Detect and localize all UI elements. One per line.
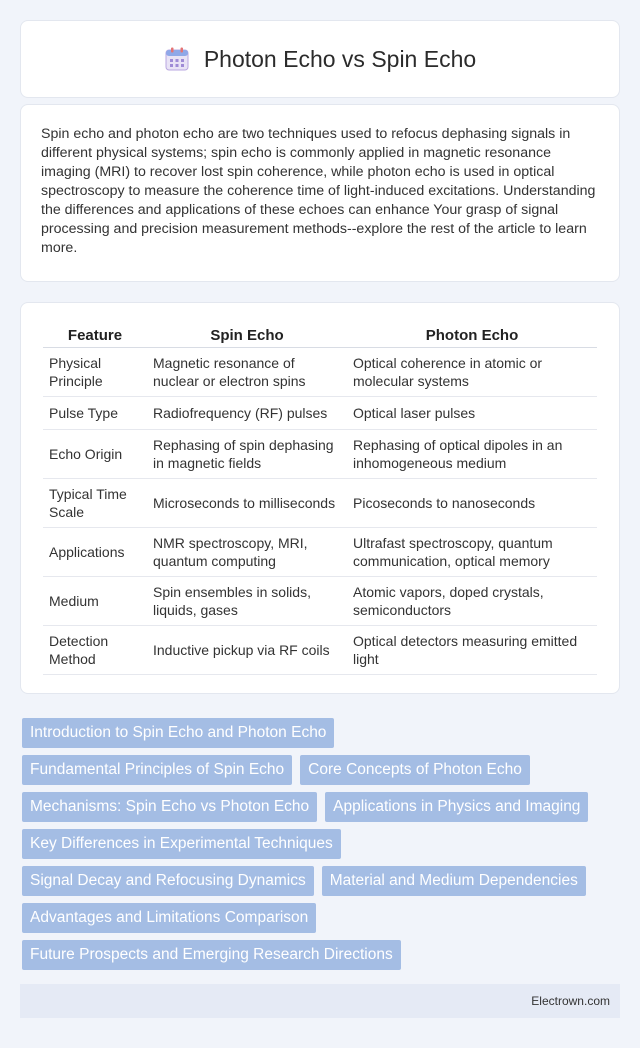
table-cell: Magnetic resonance of nuclear or electron spins bbox=[147, 348, 347, 397]
table-row bbox=[43, 397, 597, 430]
title-card bbox=[20, 20, 620, 98]
table-cell: Inductive pickup via RF coils bbox=[147, 626, 347, 675]
table-cell: Optical coherence in atomic or molecular systems bbox=[347, 348, 597, 397]
page-title: Photon Echo vs Spin Echo bbox=[203, 45, 477, 72]
intro-text: Spin echo and photon echo are two techniques used to refocus dephasing signals in different physical systems; spin echo is commonly applied in magnetic resonance imaging (MRI) to recover lost spin coherence, while photon echo is used in optical spectroscopy to measure the coherence time of light-induced excitations. Understanding the differences and applications of these echoes can enhance Your grasp of signal processing and precision measurement methods--explore the rest of the article to learn more. bbox=[41, 126, 596, 256]
table-row bbox=[43, 577, 597, 626]
comparison-table-card bbox=[20, 302, 620, 694]
table-cell: Detection Method bbox=[43, 626, 147, 675]
tag-link[interactable]: Material and Medium Dependencies bbox=[322, 866, 586, 896]
table-row bbox=[43, 430, 597, 479]
table-cell: Microseconds to milliseconds bbox=[147, 479, 347, 528]
tag-link[interactable]: Future Prospects and Emerging Research Directions bbox=[22, 940, 401, 970]
footer bbox=[20, 984, 620, 1018]
tag-link[interactable]: Key Differences in Experimental Techniques bbox=[22, 829, 341, 859]
header-photon-echo: Photon Echo bbox=[347, 323, 597, 348]
table-cell: Spin ensembles in solids, liquids, gases bbox=[147, 577, 347, 626]
footer-site[interactable]: Electrown.com bbox=[531, 994, 610, 1008]
table-cell: Ultrafast spectroscopy, quantum communication, optical memory bbox=[347, 528, 597, 577]
tag-link[interactable]: Signal Decay and Refocusing Dynamics bbox=[22, 866, 314, 896]
table-cell: Optical detectors measuring emitted light bbox=[347, 626, 597, 675]
table-cell: Atomic vapors, doped crystals, semiconductors bbox=[347, 577, 597, 626]
intro-card bbox=[20, 104, 620, 282]
table-cell: Pulse Type bbox=[43, 397, 147, 430]
table-cell: Rephasing of spin dephasing in magnetic fields bbox=[147, 430, 347, 479]
table-row bbox=[43, 626, 597, 675]
table-cell: Echo Origin bbox=[43, 430, 147, 479]
header-spin-echo: Spin Echo bbox=[147, 323, 347, 348]
tag-link[interactable]: Fundamental Principles of Spin Echo bbox=[22, 755, 292, 785]
topic-tags bbox=[22, 718, 622, 977]
tag-link[interactable]: Advantages and Limitations Comparison bbox=[22, 903, 316, 933]
table-cell: Picoseconds to nanoseconds bbox=[347, 479, 597, 528]
table-cell: Typical Time Scale bbox=[43, 479, 147, 528]
table-cell: Physical Principle bbox=[43, 348, 147, 397]
table-cell: Applications bbox=[43, 528, 147, 577]
tag-link[interactable]: Core Concepts of Photon Echo bbox=[300, 755, 530, 785]
table-cell: NMR spectroscopy, MRI, quantum computing bbox=[147, 528, 347, 577]
table-header-row bbox=[43, 323, 597, 348]
tag-link[interactable]: Mechanisms: Spin Echo vs Photon Echo bbox=[22, 792, 317, 822]
tag-link[interactable]: Introduction to Spin Echo and Photon Echo bbox=[22, 718, 334, 748]
table-row bbox=[43, 528, 597, 577]
table-row bbox=[43, 479, 597, 528]
comparison-table bbox=[43, 323, 597, 675]
table-cell: Rephasing of optical dipoles in an inhomogeneous medium bbox=[347, 430, 597, 479]
tag-link[interactable]: Applications in Physics and Imaging bbox=[325, 792, 588, 822]
table-row bbox=[43, 348, 597, 397]
calendar-icon bbox=[164, 46, 190, 72]
table-cell: Radiofrequency (RF) pulses bbox=[147, 397, 347, 430]
table-cell: Medium bbox=[43, 577, 147, 626]
header-feature: Feature bbox=[43, 323, 147, 348]
table-cell: Optical laser pulses bbox=[347, 397, 597, 430]
